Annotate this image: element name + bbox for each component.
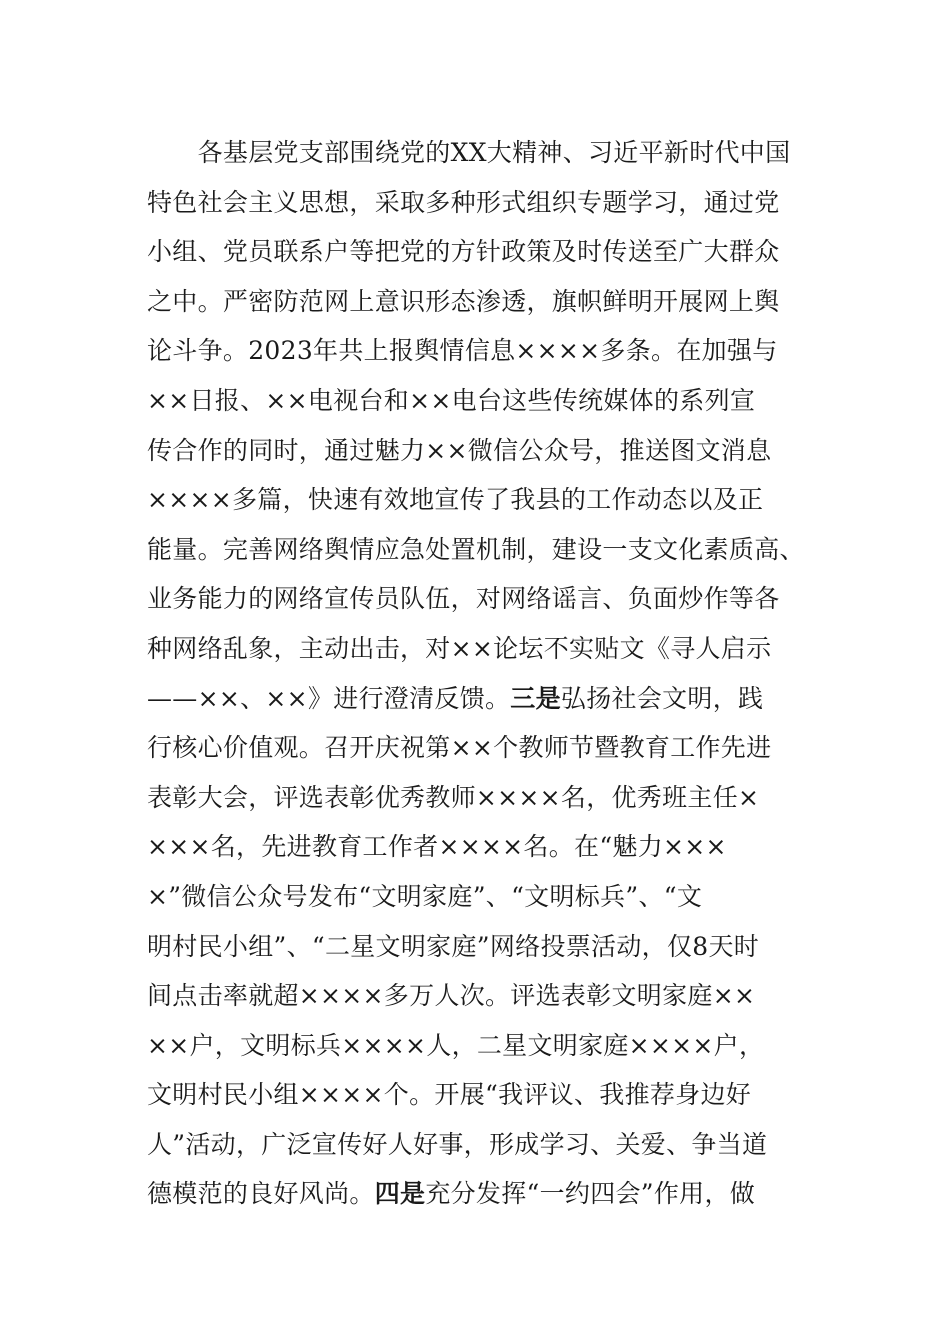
text-run: 充分发挥“一约四会”作用，做 bbox=[425, 1179, 756, 1209]
text-run: 种网络乱象，主动出击，对××论坛不实贴文《寻人启示 bbox=[147, 633, 772, 663]
text-run: 间点击率就超××××多万人次。评选表彰文明家庭×× bbox=[147, 981, 756, 1011]
text-run: ××日报、××电视台和××电台这些传统媒体的系列宣 bbox=[147, 385, 756, 415]
text-run: 人”活动，广泛宣传好人好事，形成学习、关爱、争当道 bbox=[147, 1129, 768, 1159]
bold-heading-marker: 四是 bbox=[374, 1179, 426, 1209]
text-run: 小组、党员联系户等把党的方针政策及时传送至广大群众 bbox=[147, 237, 780, 267]
text-line bbox=[147, 922, 807, 972]
text-run: ××××多篇，快速有效地宣传了我县的工作动态以及正 bbox=[147, 485, 764, 515]
text-run: 德模范的良好风尚。 bbox=[147, 1179, 375, 1209]
text-run: ××户，文明标兵××××人，二星文明家庭××××户， bbox=[147, 1030, 765, 1060]
text-line bbox=[147, 426, 807, 476]
text-run: 各基层党支部围绕党的XX大精神、习近平新时代中国 bbox=[147, 138, 791, 167]
text-line bbox=[147, 1021, 807, 1071]
text-line bbox=[147, 574, 807, 624]
text-line bbox=[147, 1120, 807, 1170]
text-run: 明村民小组”、“二星文明家庭”网络投票活动，仅8天时 bbox=[147, 931, 760, 961]
text-line bbox=[147, 376, 807, 426]
text-run: ×”微信公众号发布“文明家庭”、“文明标兵”、“文 bbox=[147, 881, 703, 911]
text-line bbox=[147, 1169, 807, 1219]
text-run: 传合作的同时，通过魅力××微信公众号，推送图文消息 bbox=[147, 435, 772, 465]
text-run: ——××、××》进行澄清反馈。 bbox=[147, 683, 511, 713]
text-line bbox=[147, 1070, 807, 1120]
text-line bbox=[147, 624, 807, 674]
text-line bbox=[147, 525, 807, 575]
text-run: 论斗争。2023年共上报舆情信息××××多条。在加强与 bbox=[147, 336, 778, 366]
text-run: 业务能力的网络宣传员队伍，对网络谣言、负面炒作等各 bbox=[147, 584, 780, 614]
text-line bbox=[147, 773, 807, 823]
text-line bbox=[147, 971, 807, 1021]
text-line bbox=[147, 674, 807, 724]
text-line bbox=[147, 178, 807, 228]
text-line bbox=[147, 128, 807, 178]
text-run: 之中。严密防范网上意识形态渗透，旗帜鲜明开展网上舆 bbox=[147, 286, 780, 316]
text-line bbox=[147, 227, 807, 277]
text-run: 文明村民小组××××个。开展“我评议、我推荐身边好 bbox=[147, 1080, 752, 1110]
text-run: 弘扬社会文明，践 bbox=[560, 683, 764, 713]
body-paragraph bbox=[147, 128, 807, 1219]
text-line bbox=[147, 277, 807, 327]
text-run: 行核心价值观。召开庆祝第××个教师节暨教育工作先进 bbox=[147, 733, 772, 763]
text-run: 能量。完善网络舆情应急处置机制，建设一支文化素质高、 bbox=[147, 534, 805, 564]
text-line bbox=[147, 475, 807, 525]
text-line bbox=[147, 822, 807, 872]
text-line bbox=[147, 872, 807, 922]
text-line bbox=[147, 723, 807, 773]
text-run: ×××名，先进教育工作者××××名。在“魅力××× bbox=[147, 832, 727, 862]
bold-heading-marker: 三是 bbox=[510, 683, 561, 713]
text-run: 表彰大会，评选表彰优秀教师××××名，优秀班主任× bbox=[147, 782, 760, 812]
text-run: 特色社会主义思想，采取多种形式组织专题学习，通过党 bbox=[147, 187, 780, 217]
text-line bbox=[147, 326, 807, 376]
